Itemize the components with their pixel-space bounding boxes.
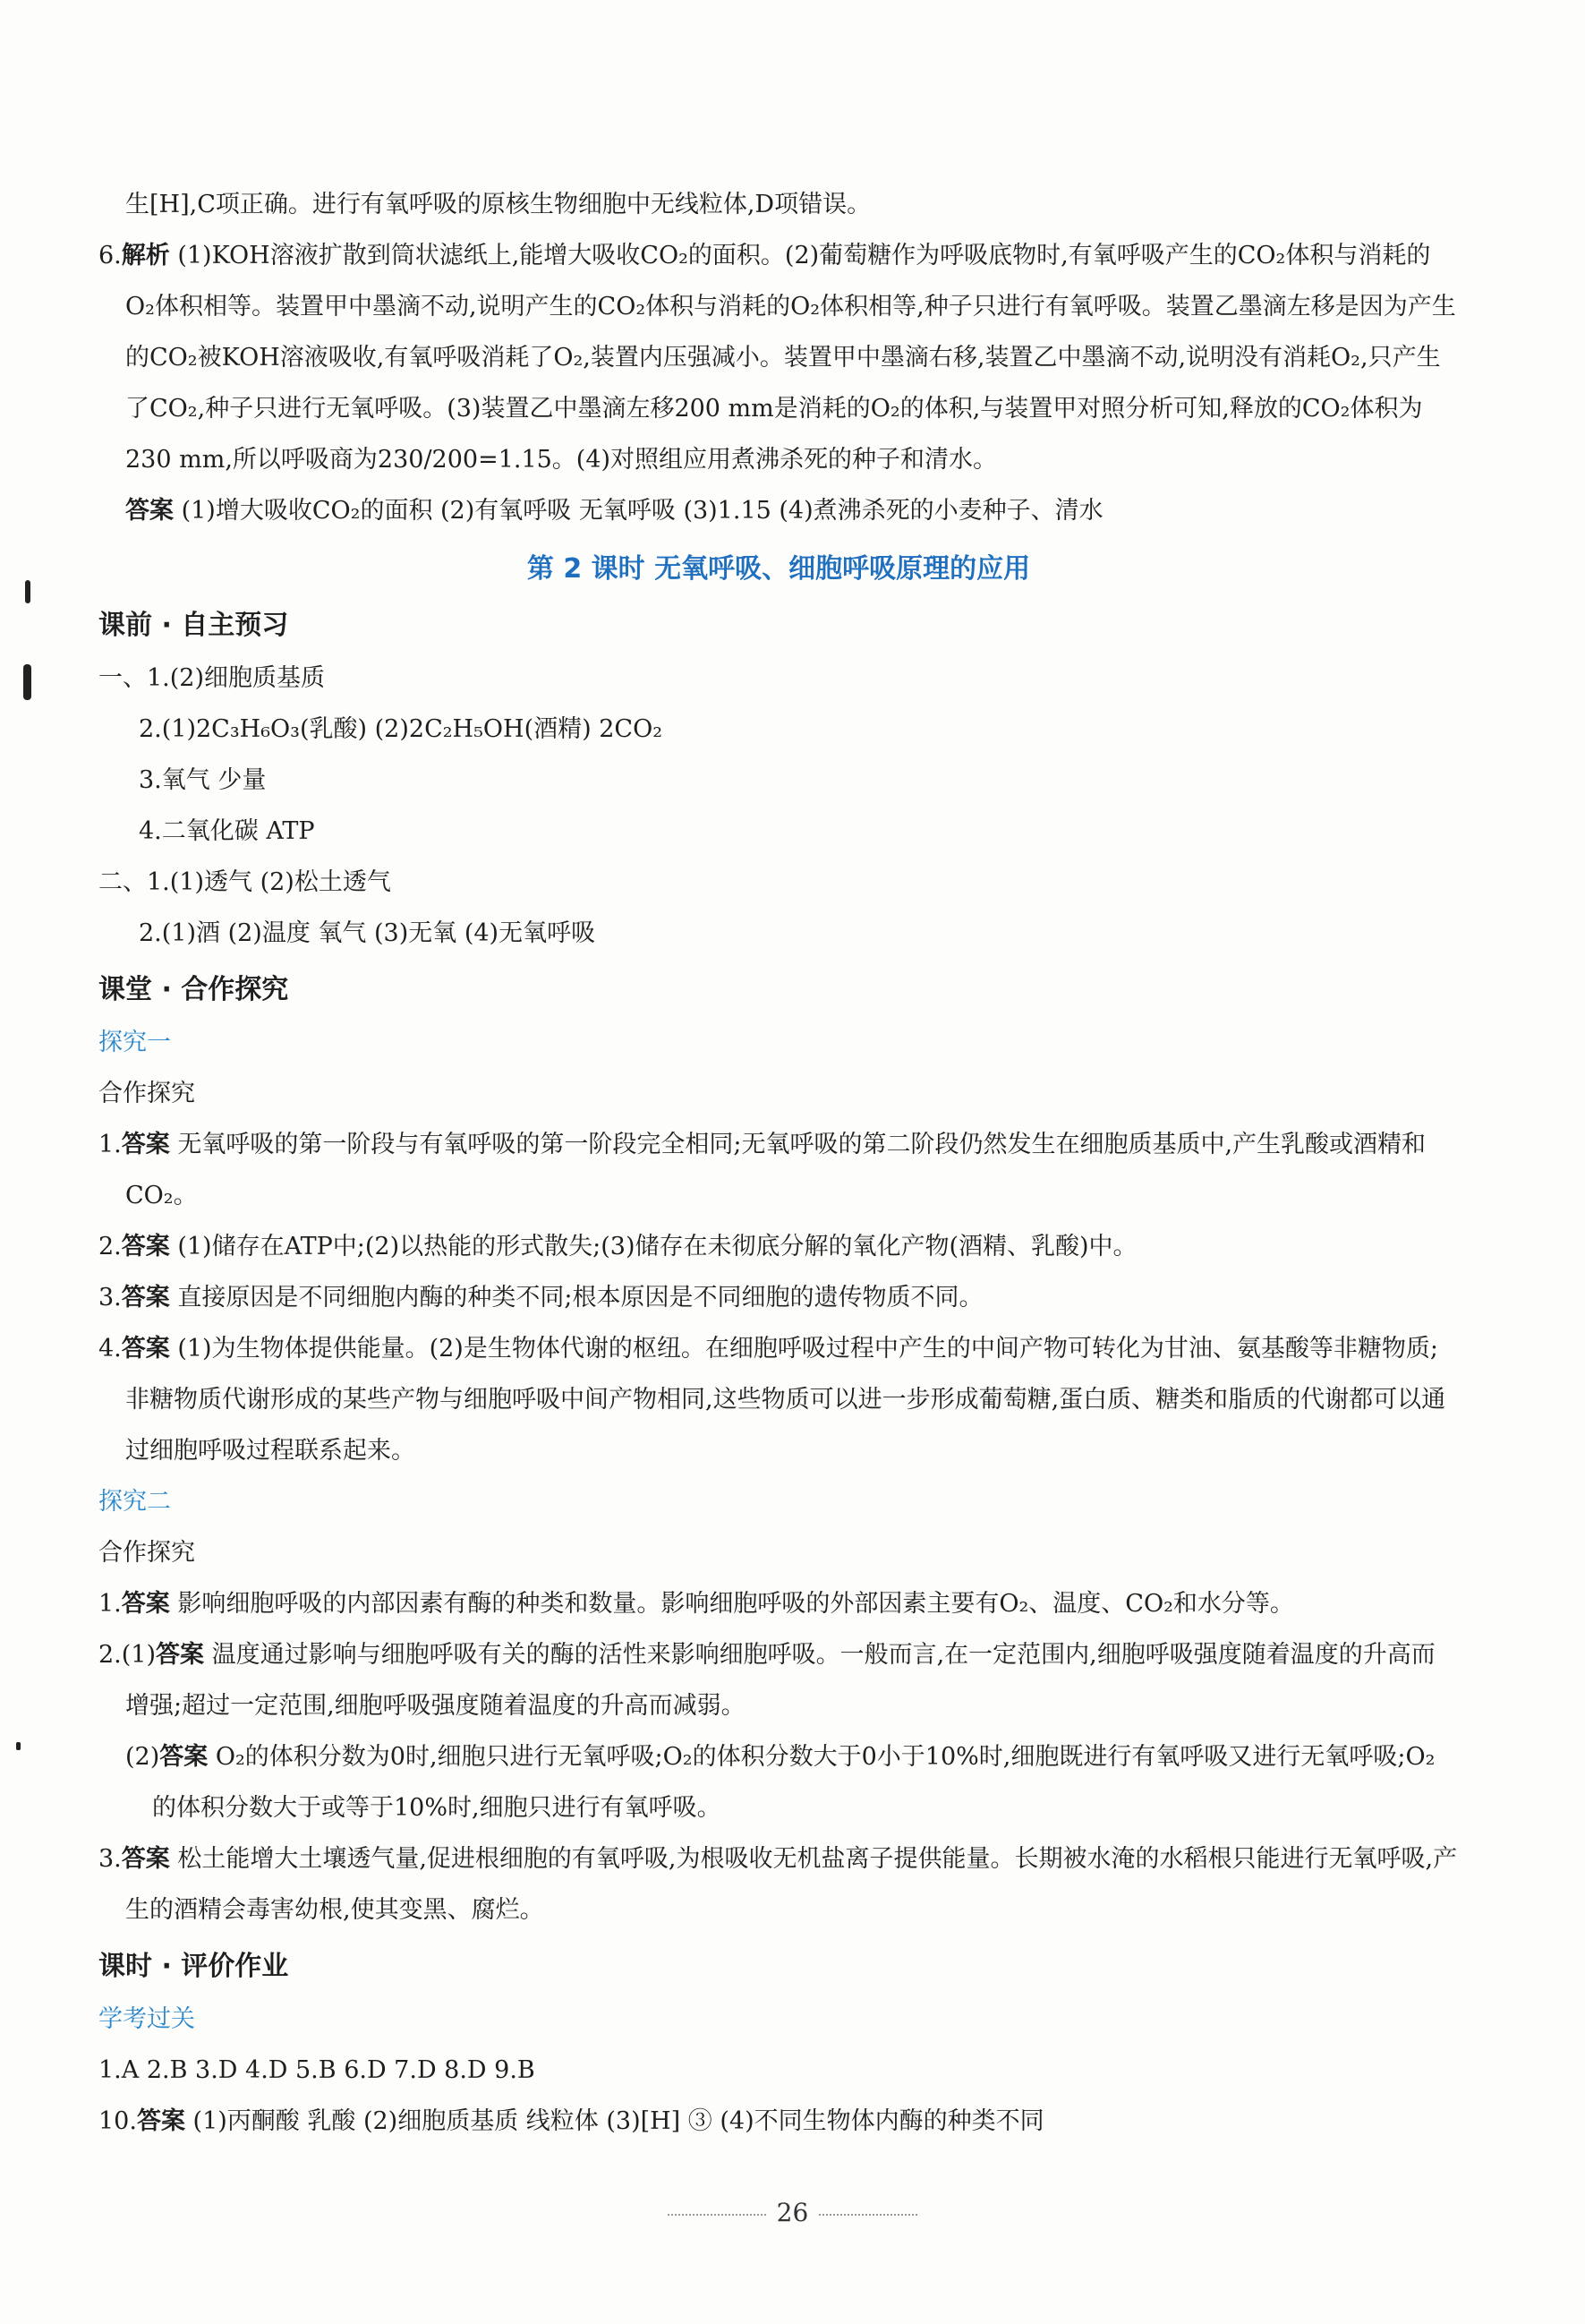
explore1-answer-4 — [98, 1323, 1459, 1476]
question-6 — [98, 230, 1459, 485]
analysis-tag: 解析 — [121, 242, 170, 269]
preview-item: 3.氧气 少量 — [139, 766, 267, 794]
section-title-classroom: 课堂 · 合作探究 — [98, 974, 289, 1005]
q-number: 1. — [98, 1131, 122, 1158]
preview-item: 2.(1)2C₃H₆O₃(乳酸) (2)2C₂H₅OH(酒精) 2CO₂ — [139, 715, 663, 743]
q-number: 4. — [98, 1335, 122, 1363]
explore2-answer-2b — [98, 1731, 1459, 1833]
answer-tag: 答案 — [156, 1641, 205, 1669]
page-footer — [0, 2198, 1585, 2227]
scan-mark — [23, 664, 31, 700]
q-number: 6. — [98, 242, 122, 269]
preview-item: 一、1.(2)细胞质基质 — [98, 664, 326, 692]
answer-text: 松土能增大土壤透气量,促进根细胞的有氧呼吸,为根吸收无机盐离子提供能量。长期被水淹的水稻根只能进行无氧呼吸,产生的酒精会毒害幼根,使其变黑、腐烂。 — [125, 1845, 1458, 1924]
preview-item: 二、1.(1)透气 (2)松土透气 — [98, 868, 391, 896]
q-number: 3. — [98, 1284, 122, 1312]
answer-tag: 答案 — [121, 1233, 170, 1260]
answer-tag: 答案 — [121, 1845, 170, 1873]
preview-item: 4.二氧化碳 ATP — [139, 817, 315, 845]
question-6-answer — [98, 485, 1459, 536]
answer-tag: 答案 — [121, 1131, 170, 1158]
coop-heading: 合作探究 — [98, 1080, 195, 1107]
subsection-exam: 学考过关 — [98, 2005, 195, 2033]
scan-mark — [25, 580, 30, 603]
subsection-explore-1: 探究一 — [98, 1029, 171, 1056]
answer-tag: 答案 — [125, 497, 174, 525]
q-number: (2) — [125, 1743, 160, 1771]
answer-text: 温度通过影响与细胞呼吸有关的酶的活性来影响细胞呼吸。一般而言,在一定范围内,细胞呼吸强度随着温度的升高而增强;超过一定范围,细胞呼吸强度随着温度的升高而减弱。 — [125, 1641, 1436, 1720]
scan-mark — [16, 1742, 21, 1750]
footer-ornament — [668, 2214, 766, 2216]
answer-text: 无氧呼吸的第一阶段与有氧呼吸的第一阶段完全相同;无氧呼吸的第二阶段仍然发生在细胞质基质中,产生乳酸或酒精和CO₂。 — [125, 1131, 1427, 1209]
answer-tag: 答案 — [121, 1335, 170, 1363]
q-number: 1. — [98, 1590, 122, 1618]
section-title-preview: 课前 · 自主预习 — [98, 610, 289, 641]
answer-text: 影响细胞呼吸的内部因素有酶的种类和数量。影响细胞呼吸的外部因素主要有O₂、温度、CO₂和水分等。 — [169, 1590, 1294, 1618]
explore2-answer-1 — [98, 1578, 1459, 1629]
footer-ornament — [819, 2214, 917, 2216]
multiple-choice-answers: 1.A 2.B 3.D 4.D 5.B 6.D 7.D 8.D 9.B — [98, 2056, 535, 2084]
q-number: 2.(1) — [98, 1641, 157, 1669]
explore2-answer-2a — [98, 1629, 1459, 1731]
analysis-text: (1)KOH溶液扩散到筒状滤纸上,能增大吸收CO₂的面积。(2)葡萄糖作为呼吸底物时,有氧呼吸产生的CO₂体积与消耗的O₂体积相等。装置甲中墨滴不动,说明产生的CO₂体积与消耗的O₂体积相等,种子只进行有氧呼吸。装置乙墨滴左移是因为产生的CO₂被KOH溶液吸收,有氧呼吸消耗了O₂,装置内压强减小。装置甲中墨滴右移,装置乙中墨滴不动,说明没有消耗O₂,只产生了CO₂,种子只进行无氧呼吸。(3)装置乙中墨滴左移200 mm是消耗的O₂的体积,与装置甲对照分析可知,释放的CO₂体积为230 mm,所以呼吸商为230/200=1.15。(4)对照组应用煮沸杀死的种子和清水。 — [125, 242, 1456, 474]
answer-tag: 答案 — [136, 2107, 185, 2135]
answer-tag: 答案 — [121, 1284, 170, 1312]
answer-text: (1)丙酮酸 乳酸 (2)细胞质基质 线粒体 (3)[H] ③ (4)不同生物体内酶的种类不同 — [184, 2107, 1044, 2135]
question-10-answer — [98, 2096, 1459, 2147]
answer-text: (1)增大吸收CO₂的面积 (2)有氧呼吸 无氧呼吸 (3)1.15 (4)煮沸杀死的小麦种子、清水 — [174, 497, 1104, 525]
page-number: 26 — [776, 2198, 809, 2227]
answer-tag: 答案 — [159, 1743, 209, 1771]
subsection-explore-2: 探究二 — [98, 1488, 171, 1516]
answer-tag: 答案 — [121, 1590, 170, 1618]
explore1-answer-3 — [98, 1272, 1459, 1323]
q-number: 10. — [98, 2107, 137, 2135]
line-continuation: 生[H],C项正确。进行有氧呼吸的原核生物细胞中无线粒体,D项错误。 — [125, 191, 872, 218]
explore1-answer-2 — [98, 1221, 1459, 1272]
q-number: 2. — [98, 1233, 122, 1260]
explore2-answer-3 — [98, 1833, 1459, 1935]
answer-text: (1)为生物体提供能量。(2)是生物体代谢的枢纽。在细胞呼吸过程中产生的中间产物可转化为甘油、氨基酸等非糖物质;非糖物质代谢形成的某些产物与细胞呼吸中间产物相同,这些物质可以进一步形成葡萄糖,蛋白质、糖类和脂质的代谢都可以通过细胞呼吸过程联系起来。 — [125, 1335, 1446, 1465]
answer-text: O₂的体积分数为0时,细胞只进行无氧呼吸;O₂的体积分数大于0小于10%时,细胞既进行有氧呼吸又进行无氧呼吸;O₂的体积分数大于或等于10%时,细胞只进行有氧呼吸。 — [152, 1743, 1436, 1822]
answer-text: 直接原因是不同细胞内酶的种类不同;根本原因是不同细胞的遗传物质不同。 — [169, 1284, 984, 1312]
q-number: 3. — [98, 1845, 122, 1873]
explore1-answer-1 — [98, 1119, 1459, 1221]
content — [98, 179, 1459, 2147]
answer-text: (1)储存在ATP中;(2)以热能的形式散失;(3)储存在未彻底分解的氧化产物(酒精、乳酸)中。 — [169, 1233, 1138, 1260]
lesson-title: 第 2 课时 无氧呼吸、细胞呼吸原理的应用 — [526, 553, 1031, 585]
preview-item: 2.(1)酒 (2)温度 氧气 (3)无氧 (4)无氧呼吸 — [139, 919, 596, 947]
section-title-homework: 课时 · 评价作业 — [98, 1951, 289, 1982]
coop-heading: 合作探究 — [98, 1539, 195, 1567]
